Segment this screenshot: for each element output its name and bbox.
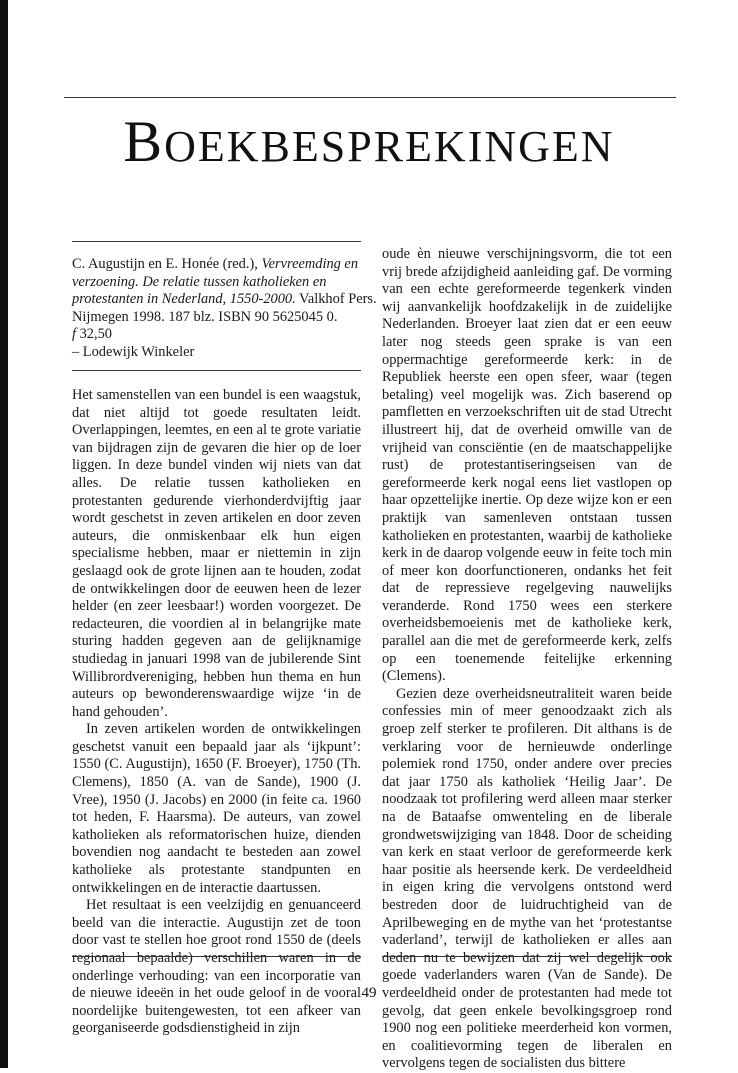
left-paragraph-3: Het resultaat is een veelzijdig en genuanceerd beeld van die interactie. Augustijn zet de toon door vast te stellen hoe groot rond 1550 de (deels regionaal bepaalde) verschillen waren in de onderlinge verhouding: van een incorporatie van de nieuwe ideeën in het oude geloof in de vooral noordelijke buitengewesten, tot een afkeer van georganiseerde godsdienstigheid in zijn bbox=[72, 897, 361, 1037]
citation-line-2: verzoening. De relatie tussen katholieken en bbox=[72, 273, 327, 290]
citation-reviewer: – Lodewijk Winkeler bbox=[72, 343, 195, 360]
review-right-column bbox=[382, 246, 672, 1073]
title-rest: OEKBESPREKINGEN bbox=[164, 122, 615, 171]
left-footer-rule bbox=[72, 956, 361, 957]
review-left-column bbox=[72, 387, 361, 1038]
left-paragraph-2: In zeven artikelen worden de ontwikkelingen geschetst vanuit een bepaald jaar als ‘ijkpunt’: 1550 (C. Augustijn), 1650 (F. Broeyer), 1750 (Th. Clemens), 1850 (A. van de Sande), 1900 (J. Vree), 1950 (J. Jacobs) en 2000 (in feite ca. 1960 tot heden, F. Haarsma). De auteurs, van zowel katholieken als reformatorischen huize, dienden bovendien nog aandacht te besteden aan zowel katholieke als protestante standpunten en ontwikkelingen en de interactie daartussen. bbox=[72, 721, 361, 896]
right-paragraph-1: oude èn nieuwe verschijningsvorm, die tot een vrij brede afzijdigheid aanleiding gaf. De vorming van een echte gereformeerde tegenkerk vinden wij aanvankelijk hoofdzakelijk in de zuidelijke Nederlanden. Broeyer laat zien dat er een eeuw later nog steeds geen sprake is van een oppermachtige gereformeerde kerk: in de Republiek heerste een open sfeer, waar (tegen betaling) veel mogelijk was. Zich baserend op pamfletten en verzoekschriften uit de stad Utrecht illustreert hij, dat de overheid omwille van de vrijheid van consciëntie (en de maatschappelijke rust) de protestantiseringseisen van de gereformeerde kerk nogal eens liet vastlopen op haar opzettelijke inertie. Op deze wijze kon er een praktijk van samenleven ontstaan tussen katholieken en protestanten, waarbij de katholieke kerk in de daarop volgende eeuw in feite toch min of meer kon doorfunctioneren, ondanks het feit dat de repressieve regelgeving nauwelijks veranderde. Rond 1750 wees een sterkere overheidsbemoeienis met de katholieke kerk, parallel aan die met de gereformeerde kerk, zelfs op een toenemende feitelijke erkenning (Clemens). bbox=[382, 246, 672, 685]
citation-line-4: Nijmegen 1998. 187 blz. ISBN 90 5625045 0. bbox=[72, 308, 338, 325]
right-footer-rule bbox=[382, 956, 672, 957]
citation-bottom-rule bbox=[72, 370, 361, 371]
title-initial: B bbox=[123, 109, 165, 174]
citation-line-3: protestanten in Nederland, 1550-2000. Valkhof Pers. bbox=[72, 291, 377, 308]
left-paragraph-1: Het samenstellen van een bundel is een waagstuk, dat niet altijd tot goede resultaten leidt. Overlappingen, leemtes, en een al te grote variatie van bijdragen zijn de gevaren die hier op de loer liggen. In deze bundel vinden wij niets van dat alles. De relatie tussen katholieken en protestanten gedurende vierhonderdvijftig jaar wordt geschetst in zeven artikelen en door zeven auteurs, die onmiskenbaar elk hun eigen specialisme hebben, maar er niettemin in zijn geslaagd ook de grote lijnen aan te houden, zodat de ontwikkelingen door de eeuwen heen de lezer helder (en zeer leesbaar!) worden voorgezet. De redacteuren, die voordien al in belangrijke mate sturing hadden gegeven aan de gelijknamige studiedag in januari 1998 van de jubilerende Sint Willibrordvereniging, hebben hun thema en hun auteurs op bewonderenswaardige wijze ‘in de hand gehouden’. bbox=[72, 387, 361, 720]
page-number: 49 bbox=[361, 985, 377, 1001]
book-citation bbox=[72, 256, 377, 362]
page-title bbox=[0, 109, 738, 177]
citation-line-1: C. Augustijn en E. Honée (red.), Vervreemding en bbox=[72, 256, 359, 272]
citation-price: f 32,50 bbox=[72, 326, 112, 343]
header-rule bbox=[64, 97, 676, 98]
right-paragraph-2: Gezien deze overheidsneutraliteit waren beide confessies min of meer genoodzaakt zich als groep zelf sterker te profileren. Dit althans is de verklaring voor de hernieuwde onderlinge polemiek rond 1750, onder andere over precies dat jaar 1750 als katholiek ‘Heilig Jaar’. De noodzaak tot profilering werd alleen maar sterker na de Bataafse omwenteling en de liberale grondwetswijziging van 1848. Door de scheiding van kerk en staat verloor de gereformeerde kerk haar positie als heersende kerk. De verdeeldheid in eigen kring die vervolgens ontstond werd bestreden door de luidruchtigheid van de Aprilbeweging en de mythe van het ‘protestantse vaderland’, terwijl de katholieken er alles aan deden nu te bewijzen dat zij wel degelijk ook goede vaderlanders waren (Van de Sande). De verdeeldheid onder de protestanten had mede tot gevolg, dat geen enkele bevolkingsgroep rond 1900 nog een politieke meerderheid kon vormen, en coalitievorming tegen de liberalen en vervolgens tegen de socialisten dus bittere bbox=[382, 685, 672, 1072]
citation-top-rule bbox=[72, 241, 361, 242]
